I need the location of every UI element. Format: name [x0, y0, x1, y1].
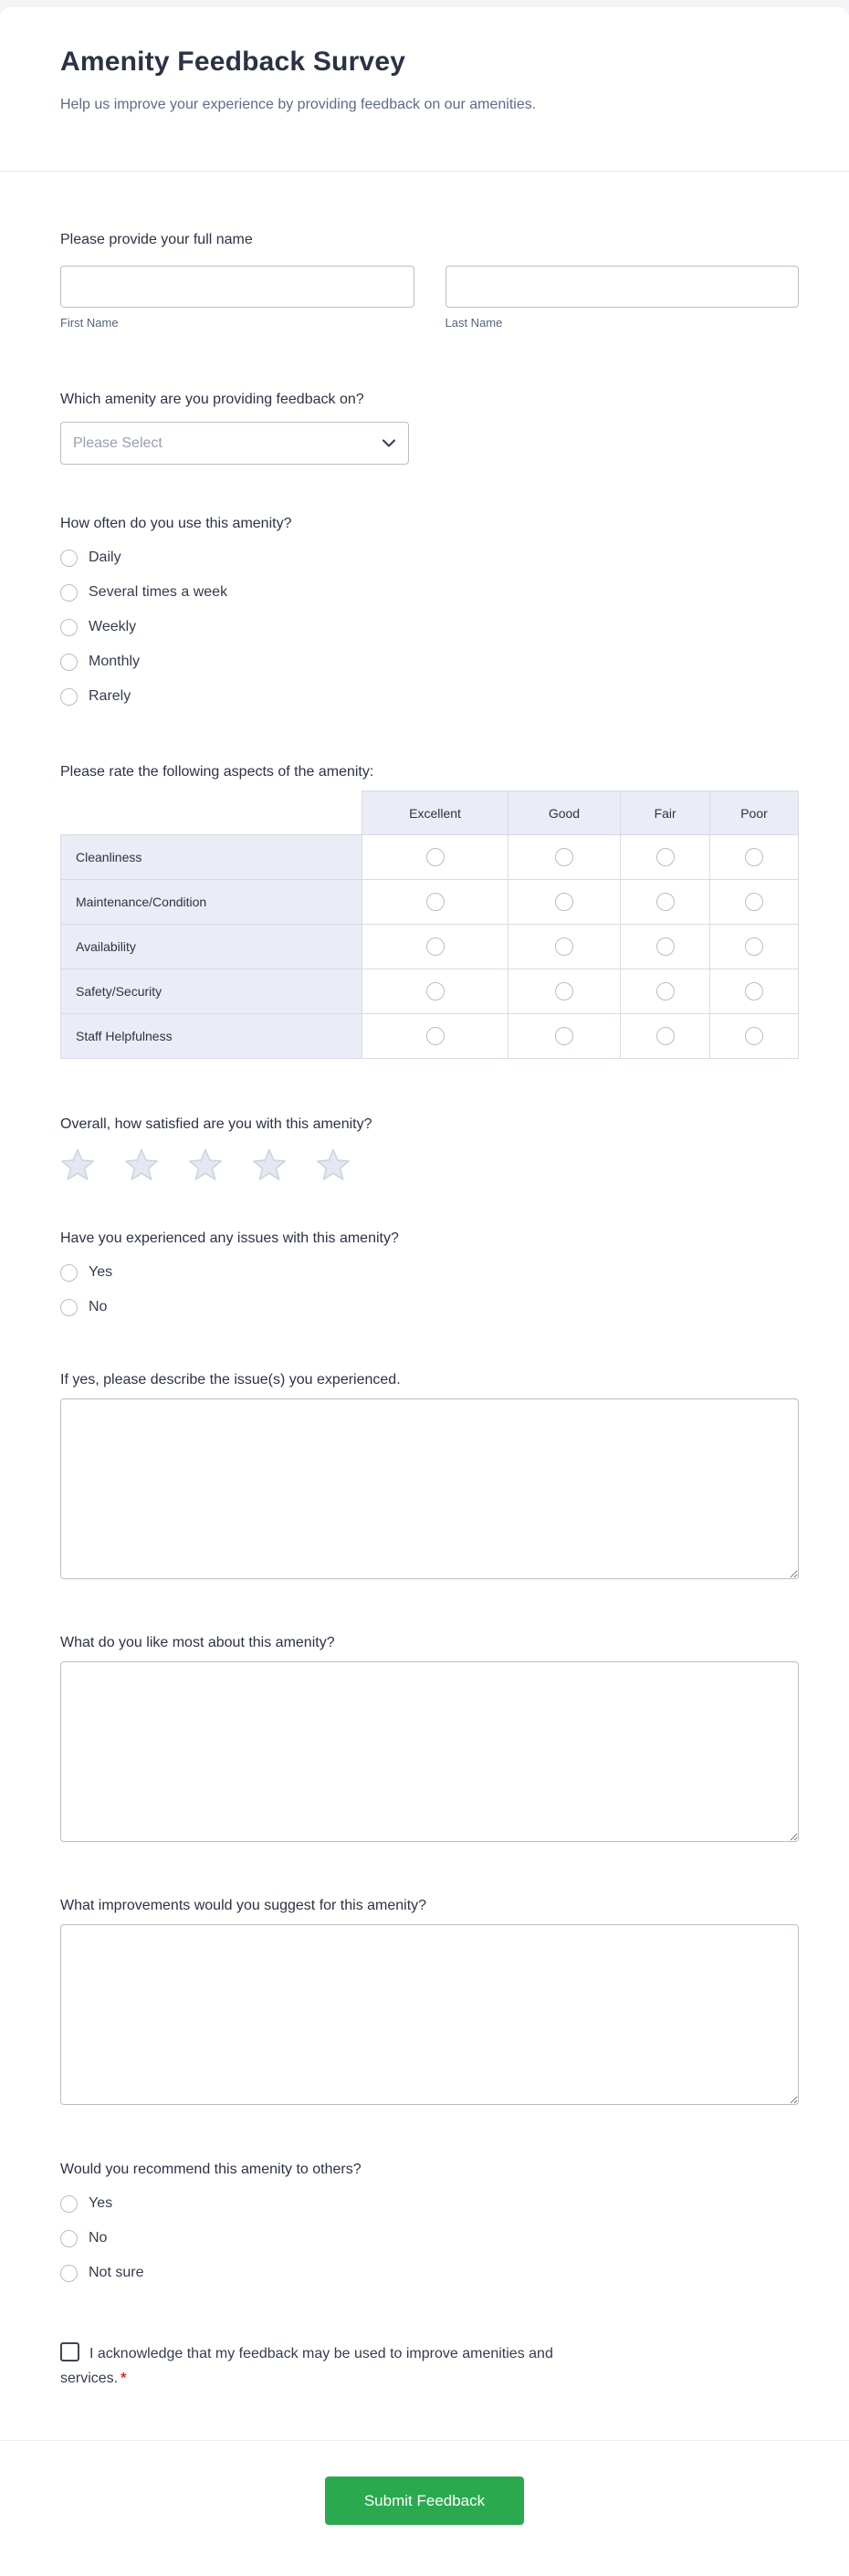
submit-button[interactable]: Submit Feedback — [325, 2477, 524, 2525]
rating-row-label: Safety/Security — [61, 969, 362, 1014]
question-label: Please provide your full name — [60, 232, 253, 247]
radio-option-issues-no[interactable] — [60, 1293, 799, 1321]
rating-radio[interactable] — [745, 848, 763, 866]
rating-col-excellent: Excellent — [362, 791, 508, 835]
question-label: Have you experienced any issues with this amenity? — [60, 1230, 399, 1246]
question-satisfaction — [60, 1114, 799, 1183]
star-icon[interactable] — [60, 1147, 95, 1183]
radio-option-monthly[interactable] — [60, 648, 799, 675]
rating-row-availability — [61, 925, 799, 969]
rating-row-label: Staff Helpfulness — [61, 1014, 362, 1059]
rating-col-poor: Poor — [710, 791, 799, 835]
question-recommend — [60, 2159, 799, 2287]
radio-option-rarely[interactable] — [60, 683, 799, 710]
question-label: Overall, how satisfied are you with this amenity? — [60, 1116, 372, 1132]
rating-radio[interactable] — [745, 982, 763, 1000]
footer-inner — [0, 2441, 849, 2576]
rating-col-fair: Fair — [621, 791, 710, 835]
rating-row-cleanliness — [61, 835, 799, 880]
rating-row-label: Availability — [61, 925, 362, 969]
select-placeholder: Please Select — [73, 435, 162, 451]
first-name-group — [60, 266, 414, 330]
radio-option-daily[interactable] — [60, 544, 799, 571]
question-issues — [60, 1228, 799, 1321]
radio-label: Rarely — [89, 688, 131, 704]
improvements-textarea[interactable] — [60, 1924, 799, 2105]
rating-radio[interactable] — [656, 848, 675, 866]
radio-icon[interactable] — [60, 1264, 78, 1282]
page-subtitle: Help us improve your experience by providing feedback on our amenities. — [60, 97, 537, 112]
rating-row-label: Maintenance/Condition — [61, 880, 362, 925]
radio-icon[interactable] — [60, 1299, 78, 1316]
radio-label: Weekly — [89, 619, 137, 634]
rating-row-label: Cleanliness — [61, 835, 362, 880]
form-card — [0, 7, 849, 2576]
rating-radio[interactable] — [656, 982, 675, 1000]
star-icon[interactable] — [316, 1147, 351, 1183]
question-rating-table — [60, 761, 799, 1059]
rating-radio[interactable] — [426, 1027, 445, 1045]
rating-radio[interactable] — [745, 937, 763, 956]
radio-icon[interactable] — [60, 688, 78, 706]
radio-option-weekly[interactable] — [60, 613, 799, 641]
radio-icon[interactable] — [60, 2230, 78, 2247]
rating-radio[interactable] — [555, 937, 573, 956]
star-icon[interactable] — [124, 1147, 159, 1183]
radio-icon[interactable] — [60, 2195, 78, 2213]
rating-col-good: Good — [508, 791, 621, 835]
radio-label: No — [89, 2230, 108, 2246]
question-label: How often do you use this amenity? — [60, 516, 292, 531]
radio-icon[interactable] — [60, 550, 78, 567]
radio-label: Daily — [89, 550, 121, 565]
name-fields-row — [60, 266, 799, 330]
radio-option-recommend-not-sure[interactable] — [60, 2259, 799, 2287]
star-icon[interactable] — [252, 1147, 287, 1183]
page-title: Amenity Feedback Survey — [60, 47, 406, 77]
last-name-group — [445, 266, 800, 330]
rating-radio[interactable] — [745, 893, 763, 911]
issues-options — [60, 1259, 799, 1321]
radio-icon[interactable] — [60, 654, 78, 671]
rating-radio[interactable] — [555, 893, 573, 911]
rating-radio[interactable] — [656, 1027, 675, 1045]
like-most-textarea[interactable] — [60, 1661, 799, 1842]
rating-row-maintenance — [61, 880, 799, 925]
question-frequency — [60, 513, 799, 710]
radio-option-recommend-no[interactable] — [60, 2225, 799, 2252]
question-like-most — [60, 1632, 799, 1842]
question-improvements — [60, 1895, 799, 2105]
rating-corner-cell — [61, 791, 362, 835]
radio-icon[interactable] — [60, 584, 78, 602]
rating-radio[interactable] — [426, 848, 445, 866]
issue-description-textarea[interactable] — [60, 1398, 799, 1579]
question-label: Would you recommend this amenity to others? — [60, 2162, 362, 2177]
question-label: Which amenity are you providing feedback on? — [60, 392, 364, 407]
question-issue-description — [60, 1369, 799, 1579]
radio-label: Several times a week — [89, 584, 228, 600]
rating-radio[interactable] — [656, 893, 675, 911]
radio-option-recommend-yes[interactable] — [60, 2190, 799, 2217]
rating-table — [60, 791, 799, 1059]
star-rating — [60, 1147, 799, 1183]
rating-radio[interactable] — [656, 937, 675, 956]
amenity-select[interactable] — [60, 422, 409, 465]
star-icon[interactable] — [188, 1147, 223, 1183]
radio-label: No — [89, 1299, 108, 1314]
form-body — [0, 179, 849, 2440]
question-label: What improvements would you suggest for this amenity? — [60, 1898, 427, 1913]
acknowledgement-label: I acknowledge that my feedback may be used to improve amenities and services. — [60, 2346, 553, 2386]
header-divider — [0, 171, 849, 172]
radio-label: Not sure — [89, 2265, 144, 2280]
radio-label: Monthly — [89, 654, 141, 669]
radio-icon[interactable] — [60, 619, 78, 636]
acknowledgement-checkbox[interactable] — [60, 2342, 79, 2361]
frequency-options — [60, 544, 799, 710]
rating-radio[interactable] — [555, 982, 573, 1000]
question-label: What do you like most about this amenity? — [60, 1635, 335, 1650]
rating-radio[interactable] — [426, 893, 445, 911]
question-label: If yes, please describe the issue(s) you experienced. — [60, 1372, 401, 1387]
last-name-input[interactable] — [445, 266, 800, 308]
first-name-input[interactable] — [60, 266, 414, 308]
rating-radio[interactable] — [555, 848, 573, 866]
question-full-name — [60, 229, 799, 330]
rating-radio[interactable] — [426, 982, 445, 1000]
question-acknowledgement — [60, 2341, 585, 2391]
form-header — [0, 7, 849, 115]
radio-icon[interactable] — [60, 2265, 78, 2282]
rating-radio[interactable] — [745, 1027, 763, 1045]
rating-radio[interactable] — [426, 937, 445, 956]
recommend-options — [60, 2190, 799, 2287]
first-name-sublabel: First Name — [60, 316, 119, 330]
radio-label: Yes — [89, 2195, 113, 2211]
radio-option-issues-yes[interactable] — [60, 1259, 799, 1286]
chevron-down-icon — [383, 439, 395, 447]
question-amenity — [60, 389, 799, 465]
required-asterisk: * — [121, 2371, 127, 2386]
radio-label: Yes — [89, 1264, 113, 1280]
rating-radio[interactable] — [555, 1027, 573, 1045]
last-name-sublabel: Last Name — [445, 316, 503, 330]
rating-row-safety — [61, 969, 799, 1014]
rating-header-row — [61, 791, 799, 835]
rating-row-staff — [61, 1014, 799, 1059]
form-footer — [0, 2440, 849, 2576]
radio-option-several-times-a-week[interactable] — [60, 579, 799, 606]
question-label: Please rate the following aspects of the amenity: — [60, 764, 374, 780]
